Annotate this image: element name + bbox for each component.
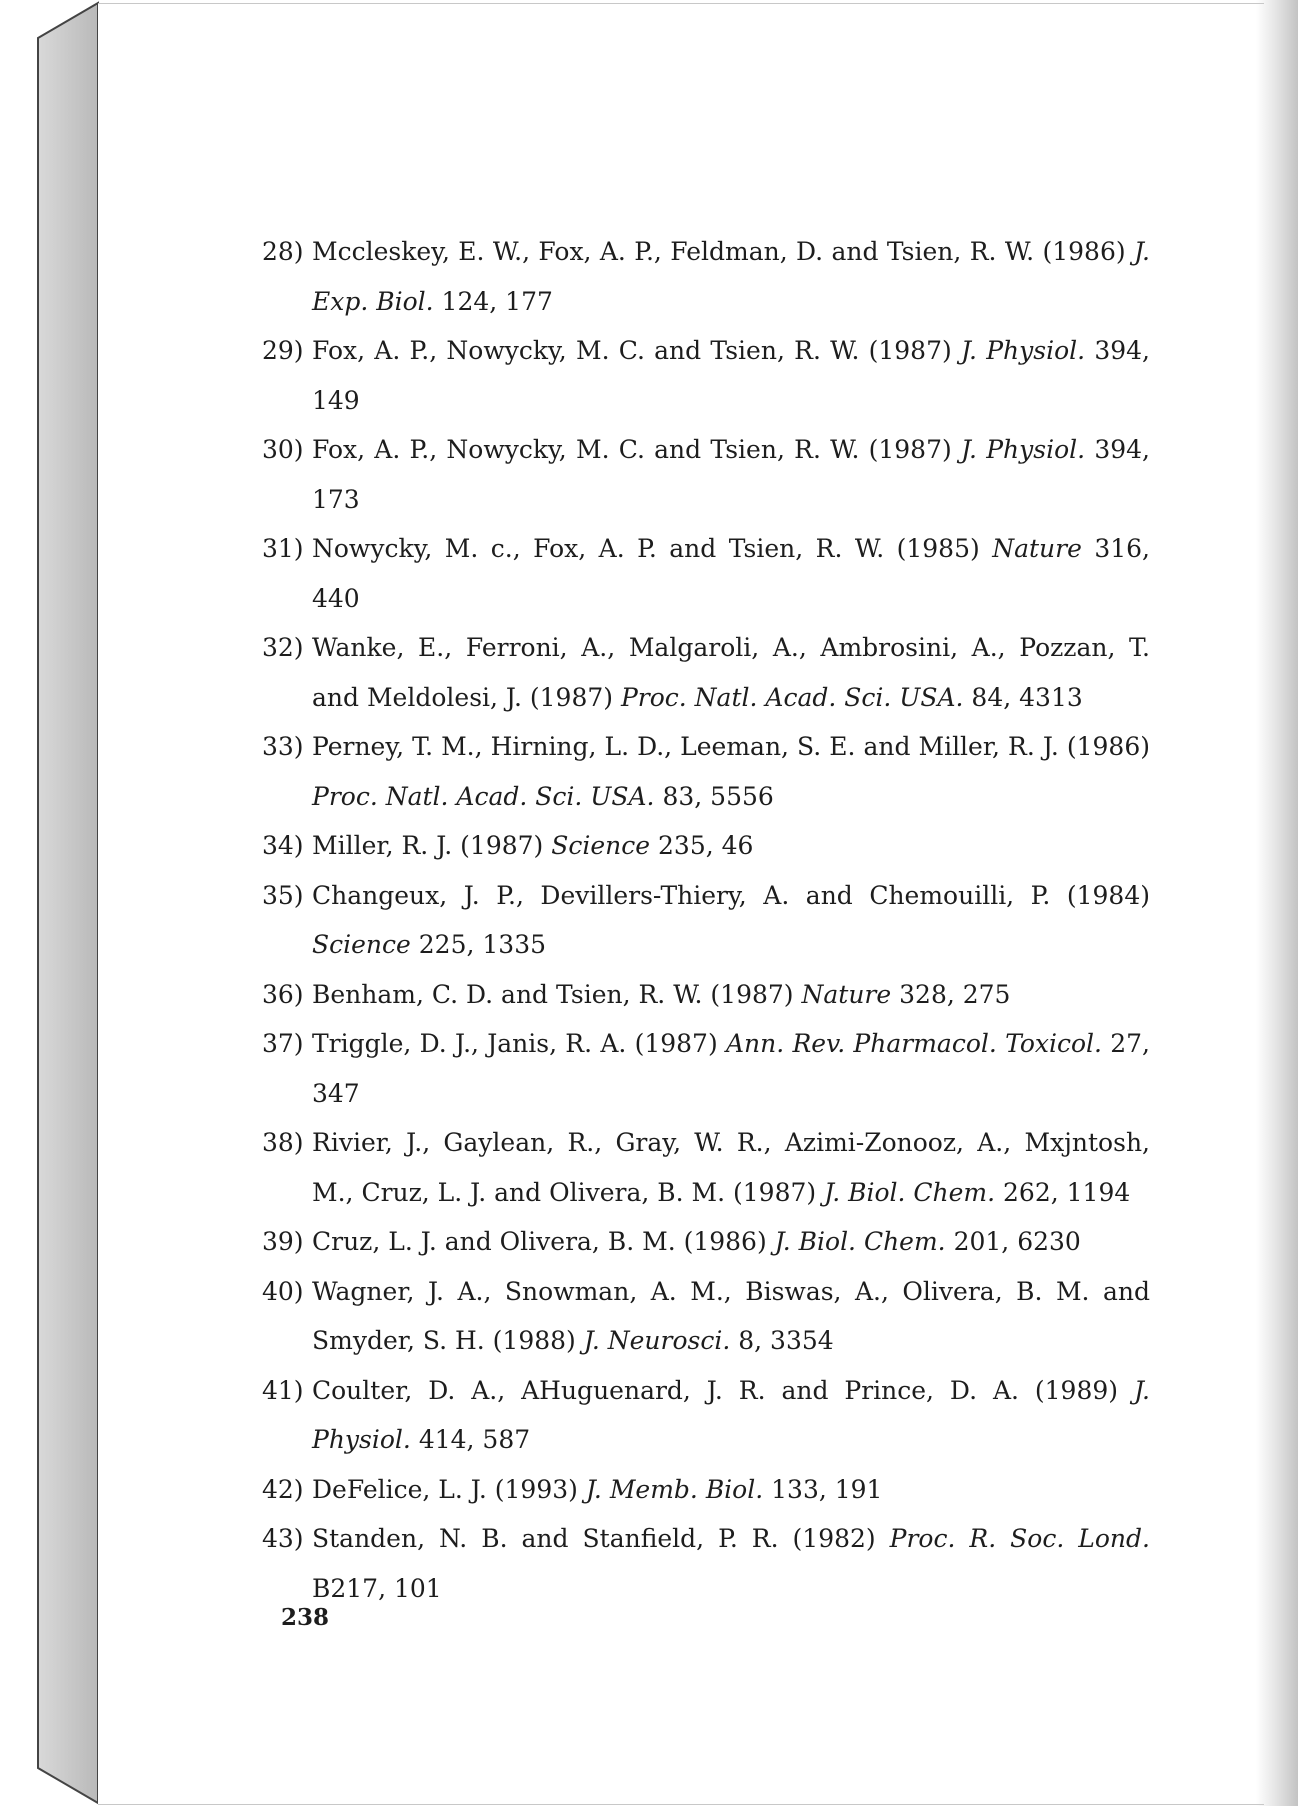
- journal-title: Proc. Natl. Acad. Sci. USA.: [620, 682, 964, 712]
- reference-segment: 394, 173: [312, 435, 1150, 514]
- reference-text: [312, 1267, 1150, 1366]
- journal-title: Science: [551, 831, 651, 860]
- journal-title: Proc. Natl. Acad. Sci. USA.: [312, 781, 655, 811]
- reference-item: [262, 425, 1150, 524]
- reference-segment: Wagner, J. A., Snowman, A. M., Biswas, A., Olivera, B. M. and Smyder, S. H. (1988): [312, 1276, 1150, 1355]
- reference-segment: Benham, C. D. and Tsien, R. W. (1987): [312, 979, 802, 1009]
- reference-number: 43): [262, 1524, 304, 1553]
- reference-number: 37): [262, 1029, 304, 1058]
- reference-segment: Rivier, J., Gaylean, R., Gray, W. R., Azimi-Zonooz, A., Mxjntosh, M., Cruz, L. J. and Olivera, B. M. (1987): [312, 1128, 1150, 1207]
- reference-number: 41): [262, 1375, 304, 1405]
- reference-text: [312, 326, 1150, 425]
- reference-text: [312, 1366, 1150, 1465]
- reference-number: 32): [262, 633, 304, 662]
- reference-segment: 84, 4313: [963, 682, 1083, 712]
- journal-title: J. Exp. Biol.: [312, 237, 1150, 316]
- reference-text: [312, 1465, 1150, 1515]
- page-number: 238: [281, 1604, 330, 1631]
- reference-text: [312, 1118, 1150, 1217]
- reference-segment: Perney, T. M., Hirning, L. D., Leeman, S. E. and Miller, R. J. (1986): [312, 732, 1150, 761]
- reference-segment: 262, 1194: [995, 1177, 1131, 1207]
- reference-item: [262, 1267, 1150, 1366]
- reference-item: [262, 1019, 1150, 1118]
- reference-number: 28): [262, 237, 304, 266]
- reference-segment: Standen, N. B. and Stanfield, P. R. (1982): [312, 1524, 890, 1553]
- journal-title: J. Physiol.: [960, 435, 1086, 464]
- reference-segment: Nowycky, M. c., Fox, A. P. and Tsien, R. W. (1985): [312, 534, 993, 563]
- journal-title: J. Neurosci.: [583, 1326, 731, 1355]
- reference-item: [262, 821, 1150, 871]
- reference-segment: 8, 3354: [730, 1326, 834, 1355]
- reference-text: [312, 1019, 1150, 1118]
- reference-number: 42): [262, 1474, 304, 1504]
- reference-segment: 83, 5556: [654, 781, 774, 811]
- reference-segment: 394, 149: [312, 336, 1150, 415]
- reference-segment: 27, 347: [312, 1029, 1150, 1108]
- page-edge-shadow: [1256, 0, 1298, 1806]
- reference-item: [262, 1514, 1150, 1613]
- journal-title: J. Biol. Chem.: [824, 1177, 996, 1207]
- reference-text: [312, 425, 1150, 524]
- reference-segment: 235, 46: [650, 831, 754, 860]
- journal-title: J. Memb. Biol.: [585, 1474, 764, 1504]
- reference-text: [312, 821, 1150, 871]
- reference-number: 29): [262, 336, 304, 365]
- reference-list: [262, 227, 1150, 1613]
- reference-item: [262, 524, 1150, 623]
- reference-segment: Fox, A. P., Nowycky, M. C. and Tsien, R. W. (1987): [312, 336, 961, 365]
- reference-text: [312, 871, 1150, 970]
- journal-title: Ann. Rev. Pharmacol. Toxicol.: [725, 1029, 1102, 1058]
- reference-item: [262, 1217, 1150, 1267]
- reference-text: [312, 722, 1150, 821]
- journal-title: J. Physiol.: [312, 1375, 1150, 1454]
- reference-number: 33): [262, 732, 304, 761]
- reference-text: [312, 227, 1150, 326]
- reference-text: [312, 524, 1150, 623]
- journal-title: J. Physiol.: [960, 336, 1086, 365]
- reference-number: 39): [262, 1227, 304, 1256]
- reference-segment: 225, 1335: [410, 930, 547, 959]
- reference-text: [312, 623, 1150, 722]
- reference-item: [262, 970, 1150, 1020]
- reference-item: [262, 623, 1150, 722]
- reference-text: [312, 1217, 1150, 1267]
- reference-item: [262, 1366, 1150, 1465]
- reference-segment: DeFelice, L. J. (1993): [312, 1474, 586, 1504]
- reference-segment: 414, 587: [410, 1425, 531, 1454]
- journal-title: Science: [312, 930, 411, 959]
- reference-number: 36): [262, 979, 304, 1009]
- reference-segment: Triggle, D. J., Janis, R. A. (1987): [312, 1029, 726, 1058]
- journal-title: J. Biol. Chem.: [774, 1227, 946, 1256]
- reference-number: 38): [262, 1128, 304, 1157]
- reference-segment: Miller, R. J. (1987): [312, 831, 552, 860]
- reference-segment: Mccleskey, E. W., Fox, A. P., Feldman, D. and Tsien, R. W. (1986): [312, 237, 1134, 266]
- reference-segment: Fox, A. P., Nowycky, M. C. and Tsien, R. W. (1987): [312, 435, 961, 464]
- reference-item: [262, 227, 1150, 326]
- reference-segment: Cruz, L. J. and Olivera, B. M. (1986): [312, 1227, 775, 1256]
- reference-segment: Changeux, J. P., Devillers-Thiery, A. and Chemouilli, P. (1984): [312, 880, 1150, 910]
- reference-item: [262, 1465, 1150, 1515]
- journal-title: Nature: [992, 534, 1082, 563]
- reference-segment: 201, 6230: [945, 1227, 1081, 1256]
- reference-segment: 133, 191: [763, 1474, 883, 1504]
- reference-segment: 316, 440: [312, 534, 1150, 613]
- reference-item: [262, 722, 1150, 821]
- book-spine: [0, 0, 100, 1806]
- reference-item: [262, 871, 1150, 970]
- reference-number: 40): [262, 1276, 304, 1306]
- reference-text: [312, 970, 1150, 1020]
- reference-segment: Coulter, D. A., AHuguenard, J. R. and Prince, D. A. (1989): [312, 1375, 1134, 1405]
- reference-item: [262, 326, 1150, 425]
- reference-segment: Wanke, E., Ferroni, A., Malgaroli, A., Ambrosini, A., Pozzan, T. and Meldolesi, J. (1987): [312, 633, 1150, 712]
- reference-text: [312, 1514, 1150, 1613]
- reference-number: 34): [262, 831, 304, 860]
- reference-segment: 124, 177: [433, 286, 553, 316]
- reference-number: 35): [262, 880, 304, 910]
- reference-segment: 328, 275: [891, 979, 1011, 1009]
- reference-item: [262, 1118, 1150, 1217]
- reference-segment: B217, 101: [312, 1573, 442, 1603]
- journal-title: Nature: [801, 979, 892, 1009]
- journal-title: Proc. R. Soc. Lond.: [889, 1524, 1150, 1553]
- reference-number: 30): [262, 435, 304, 464]
- reference-number: 31): [262, 534, 304, 563]
